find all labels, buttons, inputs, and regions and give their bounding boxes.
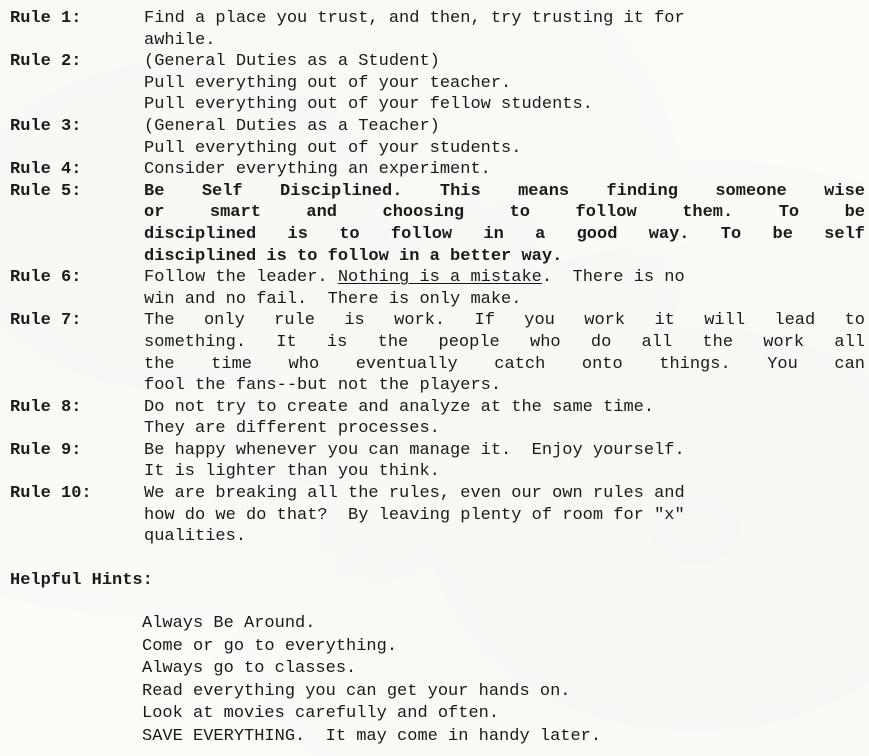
rule-text [144, 397, 865, 440]
rule-10 [10, 483, 865, 548]
rule-label: Rule 9: [10, 440, 82, 460]
rule-line: the time who eventually catch onto things. You can [144, 354, 865, 374]
rule-line: qualities. [144, 527, 247, 547]
rule-line [144, 267, 865, 289]
rule-2 [10, 51, 865, 116]
rule-label: Rule 7: [10, 311, 82, 331]
hint-item: Always go to classes. [142, 659, 357, 679]
rule-text [144, 483, 865, 548]
rule-line: Pull everything out of your fellow students. [144, 95, 593, 115]
rule-line: or smart and choosing to follow them. To be [144, 203, 865, 223]
rule-text [144, 267, 865, 310]
rule-label: Rule 10: [10, 484, 92, 504]
rule-line: how do we do that? By leaving plenty of room for "x" [144, 505, 685, 525]
rule-label: Rule 3: [10, 116, 82, 136]
rule-line: something. It is the people who do all the work all [144, 332, 865, 352]
rule-label: Rule 8: [10, 397, 82, 417]
underlined-phrase: Nothing is a mistake [337, 268, 542, 288]
rule-line: Be happy whenever you can manage it. Enjoy yourself. [144, 440, 685, 460]
rule-label: Rule 4: [10, 160, 82, 180]
rule-text [144, 116, 865, 159]
rule-line: awhile. [144, 30, 216, 50]
rule-line-text: . There is no [541, 268, 685, 288]
rule-4 [10, 159, 865, 181]
helpful-hints-heading: Helpful Hints: [10, 571, 153, 590]
hint-item: Read everything you can get your hands on. [142, 681, 571, 701]
rule-label: Rule 1: [10, 9, 82, 28]
rule-text [144, 310, 865, 396]
rule-text [144, 440, 865, 483]
hint-item: Come or go to everything. [142, 636, 398, 656]
rule-line: win and no fail. There is only make. [144, 289, 522, 309]
hint-item: Look at movies carefully and often. [142, 704, 500, 724]
hint-item: Always Be Around. [142, 614, 316, 633]
rule-line: disciplined is to follow in a better way. [144, 246, 563, 266]
rule-7 [10, 310, 865, 396]
rule-line-text: Follow the leader. [144, 268, 338, 288]
rule-line: The only rule is work. If you work it will lead to [144, 311, 865, 331]
rule-label: Rule 5: [10, 181, 82, 201]
rule-line: Find a place you trust, and then, try trusting it for [144, 9, 685, 28]
rule-3 [10, 116, 865, 159]
rule-line: (General Duties as a Student) [144, 52, 440, 72]
rule-8 [10, 397, 865, 440]
rule-text [144, 51, 865, 116]
rule-1 [10, 8, 865, 51]
rule-line: Be Self Disciplined. This means finding someone wise [144, 181, 865, 201]
rule-5 [10, 181, 865, 267]
rule-9 [10, 440, 865, 483]
rule-line: disciplined is to follow in a good way. To be self [144, 224, 865, 244]
rule-line: Pull everything out of your students. [144, 138, 522, 158]
rule-line: We are breaking all the rules, even our own rules and [144, 484, 685, 504]
rule-label: Rule 6: [10, 268, 82, 288]
rule-line: Do not try to create and analyze at the same time. [144, 397, 655, 417]
helpful-hints-list [142, 613, 842, 749]
rule-text [144, 159, 865, 181]
rules-list [10, 8, 865, 548]
rule-text [144, 181, 865, 267]
hint-item: SAVE EVERYTHING. It may come in handy later. [142, 726, 602, 746]
rule-text [144, 8, 865, 51]
rule-line: It is lighter than you think. [144, 462, 440, 482]
rule-line: They are different processes. [144, 419, 440, 439]
rule-line: Consider everything an experiment. [144, 160, 491, 180]
rule-6 [10, 267, 865, 310]
rule-line: Pull everything out of your teacher. [144, 73, 512, 93]
rule-label: Rule 2: [10, 52, 82, 72]
rule-line: (General Duties as a Teacher) [144, 116, 440, 136]
rule-line: fool the fans--but not the players. [144, 376, 502, 396]
